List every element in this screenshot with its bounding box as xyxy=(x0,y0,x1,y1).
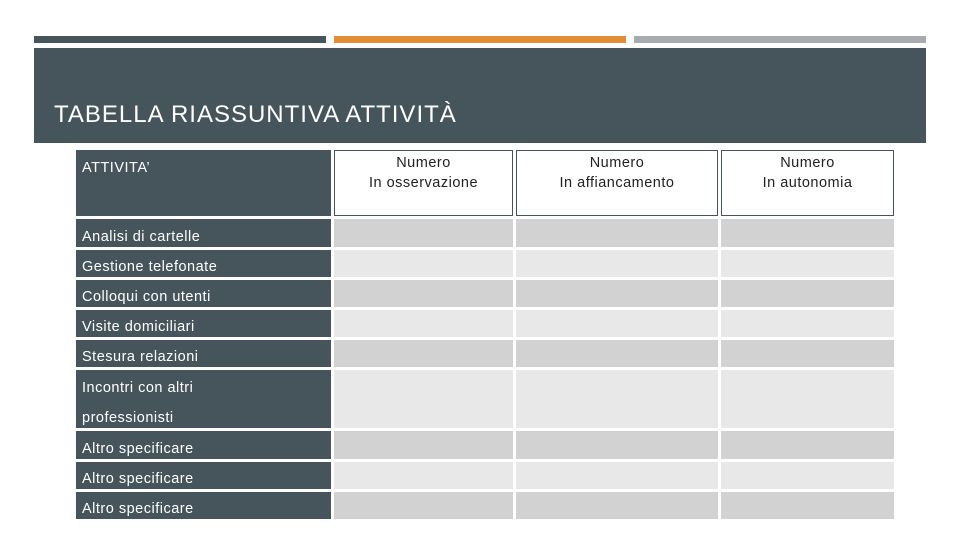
cell-autonomy[interactable] xyxy=(721,340,894,367)
row-label xyxy=(76,340,331,367)
header-observation xyxy=(334,150,513,216)
cell-observation[interactable] xyxy=(334,310,513,337)
row-label-text: Altro specificare xyxy=(82,501,194,517)
table-row xyxy=(76,250,894,277)
cell-observation[interactable] xyxy=(334,280,513,307)
table-row xyxy=(76,280,894,307)
row-label xyxy=(76,431,331,459)
header-observation-line2: In osservazione xyxy=(368,175,479,191)
row-label-text: Altro specificare xyxy=(82,441,194,457)
header-shadowing xyxy=(516,150,718,216)
cell-shadowing[interactable] xyxy=(516,219,718,247)
row-label-text: Colloqui con utenti xyxy=(82,289,211,305)
row-label xyxy=(76,310,331,337)
cell-shadowing[interactable] xyxy=(516,370,718,428)
header-activity xyxy=(76,150,331,216)
header-autonomy-line2: In autonomia xyxy=(762,175,853,191)
accent-bar-orange xyxy=(334,36,626,43)
cell-autonomy[interactable] xyxy=(721,219,894,247)
table-row xyxy=(76,340,894,367)
cell-shadowing[interactable] xyxy=(516,340,718,367)
cell-observation[interactable] xyxy=(334,431,513,459)
cell-autonomy[interactable] xyxy=(721,310,894,337)
table-row xyxy=(76,310,894,337)
title-band xyxy=(34,48,926,143)
row-label xyxy=(76,280,331,307)
table-header-row xyxy=(76,150,894,216)
cell-autonomy[interactable] xyxy=(721,370,894,428)
cell-autonomy[interactable] xyxy=(721,280,894,307)
cell-observation[interactable] xyxy=(334,250,513,277)
cell-shadowing[interactable] xyxy=(516,462,718,489)
table-row xyxy=(76,462,894,489)
cell-shadowing[interactable] xyxy=(516,492,718,519)
header-observation-line1: Numero xyxy=(396,155,451,171)
cell-observation[interactable] xyxy=(334,492,513,519)
accent-bar-grey xyxy=(634,36,926,43)
header-activity-label: ATTIVITA’ xyxy=(82,160,151,176)
row-label-text: Visite domiciliari xyxy=(82,319,195,335)
row-label xyxy=(76,462,331,489)
header-shadowing-line1: Numero xyxy=(589,155,645,171)
slide-title: TABELLA RIASSUNTIVA ATTIVITÀ xyxy=(54,101,457,128)
cell-autonomy[interactable] xyxy=(721,462,894,489)
table-row xyxy=(76,431,894,459)
cell-observation[interactable] xyxy=(334,340,513,367)
cell-shadowing[interactable] xyxy=(516,431,718,459)
row-label xyxy=(76,219,331,247)
row-label-text-line2: professionisti xyxy=(82,410,174,426)
row-label-text: Stesura relazioni xyxy=(82,349,199,365)
row-label xyxy=(76,492,331,519)
cell-shadowing[interactable] xyxy=(516,250,718,277)
header-autonomy-line1: Numero xyxy=(780,155,835,171)
row-label-text: Altro specificare xyxy=(82,471,194,487)
row-label xyxy=(76,250,331,277)
activity-summary-table xyxy=(73,147,897,522)
cell-observation[interactable] xyxy=(334,219,513,247)
header-shadowing-line2: In affiancamento xyxy=(559,175,675,191)
row-label-text-line1: Incontri con altri xyxy=(82,380,194,396)
cell-shadowing[interactable] xyxy=(516,280,718,307)
cell-autonomy[interactable] xyxy=(721,492,894,519)
table-row xyxy=(76,492,894,519)
cell-observation[interactable] xyxy=(334,462,513,489)
row-label-text: Analisi di cartelle xyxy=(82,229,201,245)
cell-shadowing[interactable] xyxy=(516,310,718,337)
header-autonomy xyxy=(721,150,894,216)
cell-observation[interactable] xyxy=(334,370,513,428)
table-row xyxy=(76,219,894,247)
row-label xyxy=(76,370,331,428)
cell-autonomy[interactable] xyxy=(721,431,894,459)
row-label-text: Gestione telefonate xyxy=(82,259,218,275)
cell-autonomy[interactable] xyxy=(721,250,894,277)
table-row xyxy=(76,370,894,428)
accent-bar-dark xyxy=(34,36,326,43)
